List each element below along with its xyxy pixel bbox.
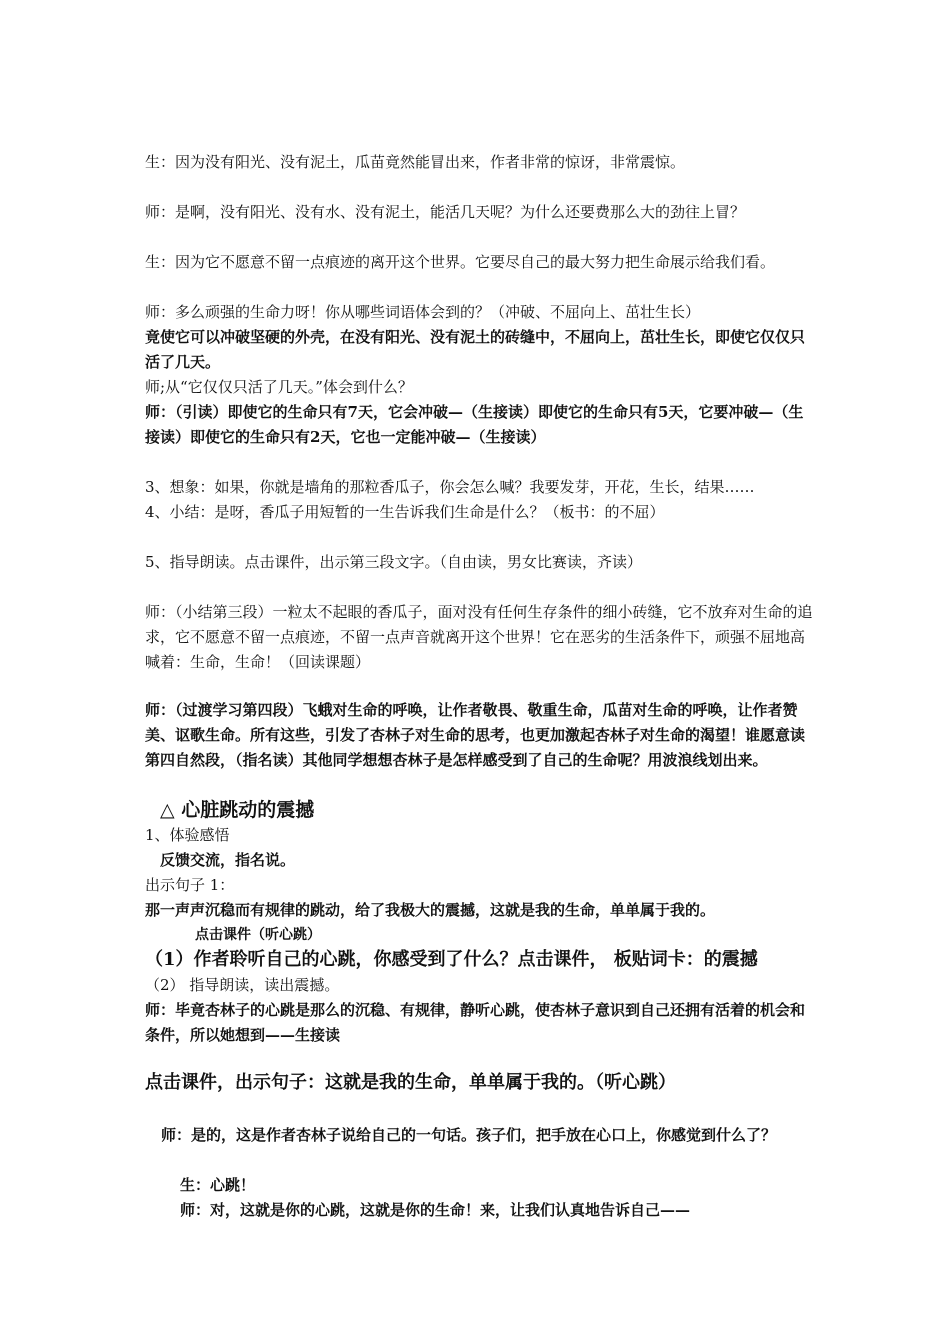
paragraph: 竟使它可以冲破坚硬的外壳，在没有阳光、没有泥土的砖缝中，不屈向上，茁壮生长，即使它仅仅只活了几天。: [145, 328, 806, 371]
paragraph: 生：因为它不愿意不留一点痕迹的离开这个世界。它要尽自己的最大努力把生命展示给我们看。: [145, 253, 776, 271]
paragraph: 1、体验感悟: [145, 826, 230, 844]
paragraph: 点击课件（听心跳）: [195, 927, 321, 943]
section-heading: △ 心脏跳动的震撼: [160, 799, 315, 821]
paragraph: 师;从“它仅仅只活了几天。”体会到什么？: [145, 378, 413, 396]
paragraph: 师：（小结第三段）一粒太不起眼的香瓜子，面对没有任何生存条件的细小砖缝，它不放弃对生命的追求，它不愿意不留一点痕迹，不留一点声音就离开这个世界！它在恶劣的生活条件下，顽强不屈地高喊着：生命，生命！（回读课题）: [145, 603, 813, 671]
paragraph: 师：是的，这是作者杏林子说给自己的一句话。孩子们，把手放在心口上，你感觉到什么了？: [161, 1126, 777, 1144]
paragraph: 3、想象：如果，你就是墙角的那粒香瓜子，你会怎么喊？我要发芽，开花，生长，结果……: [145, 478, 755, 496]
quoted-sentence: 那一声声沉稳而有规律的跳动，给了我极大的震撼，这就是我的生命，单单属于我的。: [145, 901, 716, 919]
paragraph: 师：毕竟杏林子的心跳是那么的沉稳、有规律，静听心跳，使杏林子意识到自己还拥有活着的机会和条件，所以她想到——生接读: [145, 1001, 806, 1044]
paragraph: 师：多么顽强的生命力呀！你从哪些词语体会到的？（冲破、不屈向上、茁壮生长）: [145, 303, 701, 321]
paragraph: 出示句子 1：: [145, 876, 235, 894]
paragraph: （1）作者聆听自己的心跳，你感受到了什么？点击课件， 板贴词卡：的震撼: [145, 949, 758, 970]
paragraph: 点击课件，出示句子：这就是我的生命，单单属于我的。（听心跳）: [145, 1072, 676, 1093]
paragraph: 师：（引读）即使它的生命只有7天，它会冲破—（生接读）即使它的生命只有5天，它要冲破—（生接读）即使它的生命只有2天，它也一定能冲破—（生接读）: [145, 403, 804, 446]
paragraph: 5、指导朗读。点击课件，出示第三段文字。（自由读，男女比赛读，齐读）: [145, 553, 643, 571]
paragraph: 反馈交流，指名说。: [160, 851, 296, 869]
paragraph: 生：心跳！: [180, 1176, 256, 1194]
paragraph: 师：（过渡学习第四段）飞蛾对生命的呼唤，让作者敬畏、敬重生命，瓜苗对生命的呼唤，让作者赞美、讴歌生命。所有这些，引发了杏林子对生命的思考，也更加激起杏林子对生命的渴望！谁愿意读第四自然段，（指名读）其他同学想想杏林子是怎样感受到了自己的生命呢？用波浪线划出来。: [145, 701, 806, 769]
paragraph: 师：对，这就是你的心跳，这就是你的生命！来，让我们认真地告诉自己——: [180, 1201, 691, 1219]
paragraph: （2） 指导朗读，读出震撼。: [145, 976, 340, 994]
paragraph: 4、小结：是呀，香瓜子用短暂的一生告诉我们生命是什么？（板书：的不屈）: [145, 503, 665, 521]
paragraph: 师：是啊，没有阳光、没有水、没有泥土，能活几天呢？为什么还要费那么大的劲往上冒？: [145, 203, 746, 221]
paragraph: 生：因为没有阳光、没有泥土，瓜苗竟然能冒出来，作者非常的惊讶，非常震惊。: [145, 153, 686, 171]
